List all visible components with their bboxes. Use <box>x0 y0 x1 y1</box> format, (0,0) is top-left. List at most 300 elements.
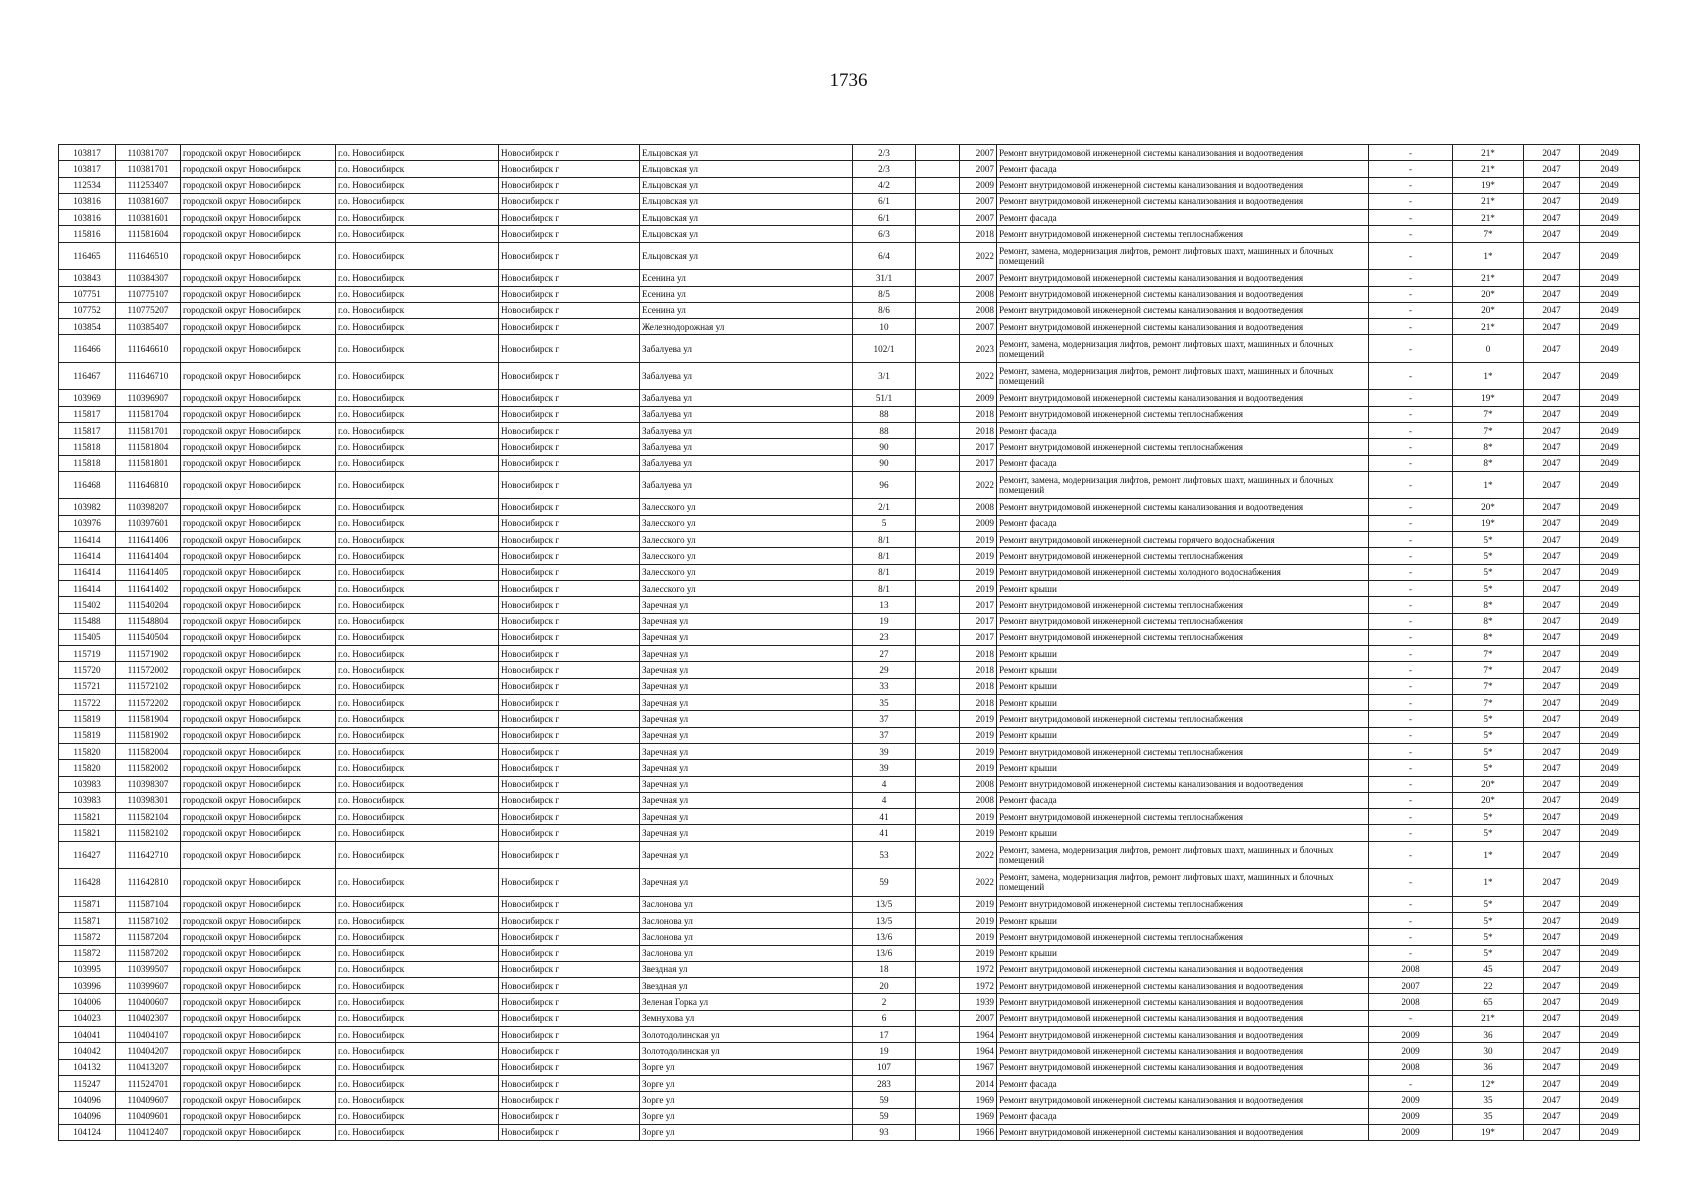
cell-plan-start-year: 2047 <box>1524 226 1580 242</box>
cell-district: г.о. Новосибирск <box>336 1075 499 1091</box>
cell-plan-end-year: 2049 <box>1580 1075 1640 1091</box>
cell-work-id: 111646710 <box>116 362 181 390</box>
cell-work-type: Ремонт, замена, модернизация лифтов, ремонт лифтовых шахт, машинных и блочных помещений <box>997 242 1369 270</box>
cell-municipality: городской округ Новосибирск <box>181 662 336 678</box>
cell-work-type: Ремонт, замена, модернизация лифтов, ремонт лифтовых шахт, машинных и блочных помещений <box>997 335 1369 363</box>
cell-wear-percent: 1* <box>1453 471 1524 499</box>
cell-work-type: Ремонт внутридомовой инженерной системы канализования и водоотведения <box>997 994 1369 1010</box>
cell-work-type: Ремонт внутридомовой инженерной системы горячего водоснабжения <box>997 532 1369 548</box>
cell-work-id: 110381707 <box>116 145 181 161</box>
cell-work-type: Ремонт внутридомовой инженерной системы теплоснабжения <box>997 439 1369 455</box>
cell-street: Железнодорожная ул <box>640 319 853 335</box>
cell-locality: Новосибирск г <box>499 978 640 994</box>
cell-house-id: 115405 <box>59 629 116 645</box>
cell-last-repair-year: - <box>1369 695 1453 711</box>
cell-house-id: 115872 <box>59 929 116 945</box>
cell-district: г.о. Новосибирск <box>336 455 499 471</box>
cell-municipality: городской округ Новосибирск <box>181 1075 336 1091</box>
cell-building <box>916 406 960 422</box>
cell-house-id: 104132 <box>59 1059 116 1075</box>
cell-plan-end-year: 2049 <box>1580 662 1640 678</box>
cell-build-year: 2008 <box>960 302 997 318</box>
cell-last-repair-year: - <box>1369 929 1453 945</box>
cell-house-number: 8/6 <box>853 302 916 318</box>
cell-plan-start-year: 2047 <box>1524 841 1580 869</box>
table-row <box>59 978 1640 994</box>
cell-street: Зорге ул <box>640 1108 853 1124</box>
cell-last-repair-year: - <box>1369 792 1453 808</box>
cell-street: Зорге ул <box>640 1075 853 1091</box>
cell-work-id: 111587102 <box>116 912 181 928</box>
cell-house-number: 88 <box>853 406 916 422</box>
cell-plan-end-year: 2049 <box>1580 978 1640 994</box>
cell-last-repair-year: - <box>1369 646 1453 662</box>
cell-work-type: Ремонт внутридомовой инженерной системы канализования и водоотведения <box>997 1092 1369 1108</box>
cell-locality: Новосибирск г <box>499 335 640 363</box>
cell-plan-start-year: 2047 <box>1524 210 1580 226</box>
cell-house-number: 13/6 <box>853 945 916 961</box>
cell-work-id: 111582002 <box>116 760 181 776</box>
cell-work-id: 110396907 <box>116 390 181 406</box>
cell-building <box>916 471 960 499</box>
cell-locality: Новосибирск г <box>499 406 640 422</box>
cell-locality: Новосибирск г <box>499 548 640 564</box>
cell-work-type: Ремонт внутридомовой инженерной системы теплоснабжения <box>997 629 1369 645</box>
table-row <box>59 423 1640 439</box>
cell-municipality: городской округ Новосибирск <box>181 994 336 1010</box>
cell-work-id: 110402307 <box>116 1010 181 1026</box>
cell-building <box>916 646 960 662</box>
cell-wear-percent: 5* <box>1453 727 1524 743</box>
cell-house-number: 10 <box>853 319 916 335</box>
cell-locality: Новосибирск г <box>499 1059 640 1075</box>
cell-municipality: городской округ Новосибирск <box>181 193 336 209</box>
cell-work-type: Ремонт фасада <box>997 210 1369 226</box>
cell-work-type: Ремонт фасада <box>997 423 1369 439</box>
cell-house-id: 115721 <box>59 678 116 694</box>
cell-building <box>916 1027 960 1043</box>
cell-last-repair-year: - <box>1369 743 1453 759</box>
cell-house-number: 13/5 <box>853 896 916 912</box>
cell-house-number: 8/1 <box>853 548 916 564</box>
cell-work-id: 111641402 <box>116 580 181 596</box>
cell-house-id: 104023 <box>59 1010 116 1026</box>
cell-work-type: Ремонт фасада <box>997 161 1369 177</box>
cell-house-number: 41 <box>853 825 916 841</box>
cell-district: г.о. Новосибирск <box>336 177 499 193</box>
cell-district: г.о. Новосибирск <box>336 390 499 406</box>
cell-municipality: городской округ Новосибирск <box>181 1043 336 1059</box>
cell-work-type: Ремонт внутридомовой инженерной системы канализования и водоотведения <box>997 1027 1369 1043</box>
cell-house-id: 115817 <box>59 406 116 422</box>
cell-wear-percent: 22 <box>1453 978 1524 994</box>
cell-building <box>916 978 960 994</box>
cell-locality: Новосибирск г <box>499 961 640 977</box>
cell-work-id: 110412407 <box>116 1124 181 1140</box>
cell-street: Забалуева ул <box>640 335 853 363</box>
cell-last-repair-year: - <box>1369 869 1453 897</box>
cell-plan-start-year: 2047 <box>1524 1027 1580 1043</box>
cell-work-type: Ремонт внутридомовой инженерной системы канализования и водоотведения <box>997 270 1369 286</box>
cell-last-repair-year: - <box>1369 613 1453 629</box>
cell-last-repair-year: - <box>1369 662 1453 678</box>
cell-build-year: 2008 <box>960 499 997 515</box>
cell-work-id: 111581902 <box>116 727 181 743</box>
cell-municipality: городской округ Новосибирск <box>181 869 336 897</box>
cell-plan-start-year: 2047 <box>1524 825 1580 841</box>
cell-street: Заречная ул <box>640 792 853 808</box>
cell-plan-end-year: 2049 <box>1580 286 1640 302</box>
cell-last-repair-year: - <box>1369 1010 1453 1026</box>
cell-district: г.о. Новосибирск <box>336 515 499 531</box>
cell-street: Заречная ул <box>640 695 853 711</box>
cell-house-number: 8/1 <box>853 532 916 548</box>
cell-street: Есенина ул <box>640 270 853 286</box>
cell-municipality: городской округ Новосибирск <box>181 613 336 629</box>
cell-work-type: Ремонт внутридомовой инженерной системы канализования и водоотведения <box>997 1010 1369 1026</box>
cell-build-year: 2009 <box>960 177 997 193</box>
table-row <box>59 226 1640 242</box>
table-row <box>59 912 1640 928</box>
cell-build-year: 2022 <box>960 362 997 390</box>
cell-municipality: городской округ Новосибирск <box>181 1108 336 1124</box>
table-row <box>59 678 1640 694</box>
cell-municipality: городской округ Новосибирск <box>181 945 336 961</box>
cell-work-id: 111642810 <box>116 869 181 897</box>
table-row <box>59 929 1640 945</box>
cell-street: Залесского ул <box>640 499 853 515</box>
cell-work-id: 110409607 <box>116 1092 181 1108</box>
cell-district: г.о. Новосибирск <box>336 929 499 945</box>
cell-municipality: городской округ Новосибирск <box>181 776 336 792</box>
cell-wear-percent: 19* <box>1453 390 1524 406</box>
cell-municipality: городской округ Новосибирск <box>181 390 336 406</box>
cell-district: г.о. Новосибирск <box>336 711 499 727</box>
cell-district: г.о. Новосибирск <box>336 978 499 994</box>
cell-work-id: 110384307 <box>116 270 181 286</box>
cell-build-year: 2007 <box>960 193 997 209</box>
cell-district: г.о. Новосибирск <box>336 335 499 363</box>
cell-building <box>916 825 960 841</box>
cell-work-type: Ремонт внутридомовой инженерной системы канализования и водоотведения <box>997 302 1369 318</box>
cell-plan-start-year: 2047 <box>1524 499 1580 515</box>
cell-last-repair-year: - <box>1369 406 1453 422</box>
cell-work-type: Ремонт фасада <box>997 792 1369 808</box>
cell-build-year: 2019 <box>960 564 997 580</box>
cell-last-repair-year: - <box>1369 270 1453 286</box>
cell-plan-start-year: 2047 <box>1524 406 1580 422</box>
cell-plan-start-year: 2047 <box>1524 695 1580 711</box>
cell-locality: Новосибирск г <box>499 869 640 897</box>
cell-street: Заречная ул <box>640 662 853 678</box>
cell-district: г.о. Новосибирск <box>336 210 499 226</box>
cell-municipality: городской округ Новосибирск <box>181 1010 336 1026</box>
cell-building <box>916 711 960 727</box>
cell-building <box>916 929 960 945</box>
cell-house-id: 116428 <box>59 869 116 897</box>
cell-work-id: 110409601 <box>116 1108 181 1124</box>
cell-plan-end-year: 2049 <box>1580 792 1640 808</box>
table-row <box>59 548 1640 564</box>
cell-wear-percent: 21* <box>1453 193 1524 209</box>
cell-build-year: 2018 <box>960 662 997 678</box>
cell-locality: Новосибирск г <box>499 1027 640 1043</box>
cell-last-repair-year: - <box>1369 1075 1453 1091</box>
cell-last-repair-year: 2009 <box>1369 1043 1453 1059</box>
cell-work-id: 110398301 <box>116 792 181 808</box>
cell-last-repair-year: 2008 <box>1369 961 1453 977</box>
cell-last-repair-year: - <box>1369 145 1453 161</box>
cell-house-number: 8/5 <box>853 286 916 302</box>
cell-plan-end-year: 2049 <box>1580 471 1640 499</box>
cell-house-number: 93 <box>853 1124 916 1140</box>
cell-build-year: 2018 <box>960 423 997 439</box>
cell-work-id: 111253407 <box>116 177 181 193</box>
cell-house-id: 103996 <box>59 978 116 994</box>
table-row <box>59 286 1640 302</box>
cell-building <box>916 662 960 678</box>
table-row <box>59 515 1640 531</box>
cell-wear-percent: 5* <box>1453 532 1524 548</box>
cell-street: Заречная ул <box>640 869 853 897</box>
cell-wear-percent: 21* <box>1453 210 1524 226</box>
cell-wear-percent: 45 <box>1453 961 1524 977</box>
cell-build-year: 1972 <box>960 978 997 994</box>
cell-house-id: 103816 <box>59 210 116 226</box>
cell-house-number: 51/1 <box>853 390 916 406</box>
cell-build-year: 1966 <box>960 1124 997 1140</box>
cell-house-id: 115820 <box>59 760 116 776</box>
cell-locality: Новосибирск г <box>499 629 640 645</box>
cell-locality: Новосибирск г <box>499 792 640 808</box>
cell-house-number: 37 <box>853 711 916 727</box>
cell-work-type: Ремонт крыши <box>997 912 1369 928</box>
cell-plan-start-year: 2047 <box>1524 302 1580 318</box>
cell-locality: Новосибирск г <box>499 929 640 945</box>
cell-last-repair-year: - <box>1369 177 1453 193</box>
cell-plan-end-year: 2049 <box>1580 869 1640 897</box>
cell-work-type: Ремонт крыши <box>997 580 1369 596</box>
table-row <box>59 406 1640 422</box>
cell-house-number: 5 <box>853 515 916 531</box>
cell-building <box>916 743 960 759</box>
cell-house-id: 115818 <box>59 439 116 455</box>
cell-house-id: 115818 <box>59 455 116 471</box>
cell-building <box>916 869 960 897</box>
cell-municipality: городской округ Новосибирск <box>181 580 336 596</box>
cell-plan-end-year: 2049 <box>1580 210 1640 226</box>
cell-building <box>916 1059 960 1075</box>
cell-build-year: 2009 <box>960 390 997 406</box>
cell-work-id: 111641406 <box>116 532 181 548</box>
cell-last-repair-year: 2009 <box>1369 1092 1453 1108</box>
table-row <box>59 532 1640 548</box>
cell-last-repair-year: 2008 <box>1369 1059 1453 1075</box>
cell-municipality: городской округ Новосибирск <box>181 270 336 286</box>
table-row <box>59 439 1640 455</box>
cell-locality: Новосибирск г <box>499 161 640 177</box>
cell-house-id: 115720 <box>59 662 116 678</box>
cell-locality: Новосибирск г <box>499 760 640 776</box>
cell-street: Залесского ул <box>640 580 853 596</box>
cell-wear-percent: 8* <box>1453 613 1524 629</box>
cell-build-year: 1967 <box>960 1059 997 1075</box>
cell-work-type: Ремонт крыши <box>997 825 1369 841</box>
cell-locality: Новосибирск г <box>499 711 640 727</box>
table-row <box>59 499 1640 515</box>
cell-house-id: 116467 <box>59 362 116 390</box>
cell-build-year: 2008 <box>960 792 997 808</box>
cell-build-year: 2007 <box>960 319 997 335</box>
cell-municipality: городской округ Новосибирск <box>181 423 336 439</box>
cell-house-number: 20 <box>853 978 916 994</box>
cell-plan-start-year: 2047 <box>1524 896 1580 912</box>
cell-plan-start-year: 2047 <box>1524 286 1580 302</box>
cell-district: г.о. Новосибирск <box>336 319 499 335</box>
cell-building <box>916 629 960 645</box>
cell-building <box>916 1092 960 1108</box>
table-row <box>59 896 1640 912</box>
cell-building <box>916 792 960 808</box>
cell-house-id: 112534 <box>59 177 116 193</box>
cell-municipality: городской округ Новосибирск <box>181 406 336 422</box>
cell-locality: Новосибирск г <box>499 912 640 928</box>
cell-house-id: 103854 <box>59 319 116 335</box>
cell-locality: Новосибирск г <box>499 423 640 439</box>
cell-house-id: 115488 <box>59 613 116 629</box>
cell-wear-percent: 0 <box>1453 335 1524 363</box>
cell-house-id: 103983 <box>59 792 116 808</box>
cell-municipality: городской округ Новосибирск <box>181 760 336 776</box>
cell-locality: Новосибирск г <box>499 580 640 596</box>
table-row <box>59 362 1640 390</box>
cell-street: Заслонова ул <box>640 945 853 961</box>
table-row <box>59 302 1640 318</box>
cell-municipality: городской округ Новосибирск <box>181 695 336 711</box>
cell-district: г.о. Новосибирск <box>336 564 499 580</box>
cell-work-id: 110404107 <box>116 1027 181 1043</box>
cell-build-year: 2019 <box>960 760 997 776</box>
cell-house-number: 8/1 <box>853 580 916 596</box>
repair-schedule-table <box>58 144 1640 1141</box>
cell-municipality: городской округ Новосибирск <box>181 978 336 994</box>
cell-building <box>916 242 960 270</box>
cell-build-year: 2019 <box>960 532 997 548</box>
table-row <box>59 390 1640 406</box>
cell-locality: Новосибирск г <box>499 1124 640 1140</box>
cell-plan-start-year: 2047 <box>1524 1124 1580 1140</box>
cell-municipality: городской округ Новосибирск <box>181 711 336 727</box>
cell-house-id: 115247 <box>59 1075 116 1091</box>
cell-plan-start-year: 2047 <box>1524 792 1580 808</box>
cell-plan-start-year: 2047 <box>1524 145 1580 161</box>
cell-work-id: 111581804 <box>116 439 181 455</box>
cell-street: Ельцовская ул <box>640 145 853 161</box>
cell-work-type: Ремонт внутридомовой инженерной системы теплоснабжения <box>997 743 1369 759</box>
cell-work-type: Ремонт внутридомовой инженерной системы теплоснабжения <box>997 809 1369 825</box>
cell-house-number: 19 <box>853 1043 916 1059</box>
cell-work-id: 111581801 <box>116 455 181 471</box>
cell-last-repair-year: - <box>1369 362 1453 390</box>
table-row <box>59 242 1640 270</box>
cell-wear-percent: 7* <box>1453 406 1524 422</box>
cell-building <box>916 776 960 792</box>
cell-wear-percent: 5* <box>1453 929 1524 945</box>
cell-district: г.о. Новосибирск <box>336 743 499 759</box>
cell-last-repair-year: - <box>1369 580 1453 596</box>
cell-work-type: Ремонт крыши <box>997 646 1369 662</box>
table-row <box>59 1124 1640 1140</box>
cell-locality: Новосибирск г <box>499 270 640 286</box>
cell-house-id: 104041 <box>59 1027 116 1043</box>
cell-municipality: городской округ Новосибирск <box>181 825 336 841</box>
cell-street: Забалуева ул <box>640 406 853 422</box>
cell-last-repair-year: - <box>1369 242 1453 270</box>
cell-building <box>916 319 960 335</box>
cell-plan-end-year: 2049 <box>1580 564 1640 580</box>
cell-wear-percent: 8* <box>1453 629 1524 645</box>
cell-street: Заречная ул <box>640 760 853 776</box>
cell-street: Звездная ул <box>640 978 853 994</box>
cell-house-number: 13/5 <box>853 912 916 928</box>
cell-work-id: 110399507 <box>116 961 181 977</box>
table-row <box>59 961 1640 977</box>
cell-work-id: 111581904 <box>116 711 181 727</box>
cell-work-id: 110385407 <box>116 319 181 335</box>
cell-locality: Новосибирск г <box>499 210 640 226</box>
cell-work-type: Ремонт внутридомовой инженерной системы теплоснабжения <box>997 226 1369 242</box>
cell-municipality: городской округ Новосибирск <box>181 145 336 161</box>
cell-district: г.о. Новосибирск <box>336 362 499 390</box>
cell-plan-start-year: 2047 <box>1524 177 1580 193</box>
cell-plan-end-year: 2049 <box>1580 1059 1640 1075</box>
table-row <box>59 825 1640 841</box>
cell-street: Заречная ул <box>640 597 853 613</box>
cell-house-number: 2/1 <box>853 499 916 515</box>
cell-work-id: 111646610 <box>116 335 181 363</box>
cell-locality: Новосибирск г <box>499 809 640 825</box>
cell-house-id: 115872 <box>59 945 116 961</box>
cell-build-year: 2019 <box>960 580 997 596</box>
cell-wear-percent: 5* <box>1453 945 1524 961</box>
cell-house-number: 19 <box>853 613 916 629</box>
cell-house-number: 2/3 <box>853 145 916 161</box>
cell-district: г.о. Новосибирск <box>336 912 499 928</box>
cell-municipality: городской округ Новосибирск <box>181 226 336 242</box>
cell-house-number: 6/1 <box>853 210 916 226</box>
cell-street: Земнухова ул <box>640 1010 853 1026</box>
cell-plan-end-year: 2049 <box>1580 1010 1640 1026</box>
cell-last-repair-year: - <box>1369 286 1453 302</box>
cell-street: Ельцовская ул <box>640 226 853 242</box>
cell-plan-start-year: 2047 <box>1524 335 1580 363</box>
cell-street: Ельцовская ул <box>640 210 853 226</box>
table-row <box>59 210 1640 226</box>
cell-build-year: 2007 <box>960 210 997 226</box>
table-row <box>59 335 1640 363</box>
cell-plan-start-year: 2047 <box>1524 929 1580 945</box>
cell-build-year: 2019 <box>960 912 997 928</box>
cell-district: г.о. Новосибирск <box>336 629 499 645</box>
cell-house-number: 13 <box>853 597 916 613</box>
cell-plan-end-year: 2049 <box>1580 362 1640 390</box>
cell-work-type: Ремонт, замена, модернизация лифтов, ремонт лифтовых шахт, машинных и блочных помещений <box>997 841 1369 869</box>
cell-plan-end-year: 2049 <box>1580 319 1640 335</box>
cell-last-repair-year: - <box>1369 335 1453 363</box>
cell-build-year: 2023 <box>960 335 997 363</box>
cell-wear-percent: 35 <box>1453 1108 1524 1124</box>
cell-municipality: городской округ Новосибирск <box>181 302 336 318</box>
